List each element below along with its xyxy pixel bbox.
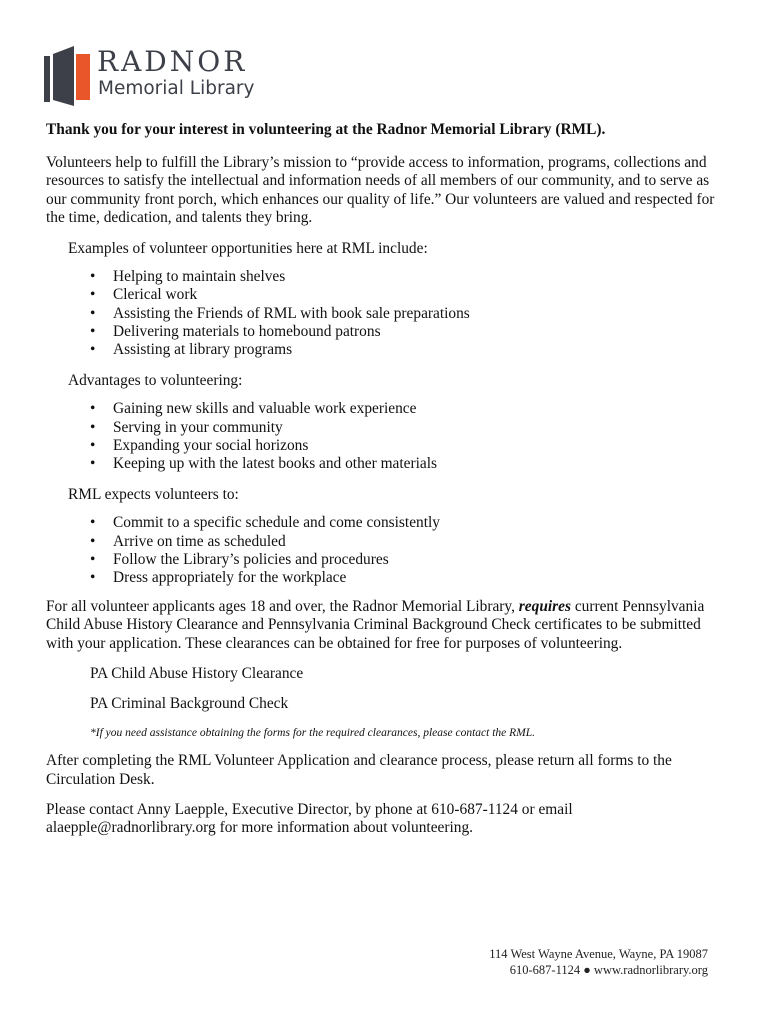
clearances-text-before: For all volunteer applicants ages 18 and over, the Radnor Memorial Library, — [46, 598, 519, 616]
logo-wordmark: RADNOR — [97, 45, 248, 78]
list-item: • Commit to a specific schedule and come consistently — [113, 514, 726, 532]
return-forms-paragraph: After completing the RML Volunteer Application and clearance process, please return all forms to the Circulation Desk. — [46, 752, 672, 788]
expectations-list — [46, 514, 726, 587]
advantages-label: Advantages to volunteering: — [68, 372, 243, 390]
requires-emphasis: requires — [518, 598, 571, 616]
list-item: • Expanding your social horizons — [113, 437, 726, 455]
footer-address: 114 West Wayne Avenue, Wayne, PA 19087 — [489, 947, 708, 961]
assistance-note: *If you need assistance obtaining the forms for the required clearances, please contact the RML. — [90, 727, 536, 740]
contact-paragraph: Please contact Anny Laepple, Executive Director, by phone at 610-687-1124 or email alaepple@radnorlibrary.org for more information about volunteering. — [46, 800, 573, 837]
child-abuse-clearance-link[interactable]: PA Child Abuse History Clearance — [90, 664, 304, 682]
list-item: • Arrive on time as scheduled — [113, 533, 726, 551]
list-item: • Dress appropriately for the workplace — [113, 569, 726, 587]
list-item: • Follow the Library’s policies and procedures — [113, 551, 726, 569]
list-item: • Gaining new skills and valuable work experience — [113, 400, 726, 418]
list-item: • Assisting the Friends of RML with book sale preparations — [113, 305, 726, 323]
list-item: • Serving in your community — [113, 419, 726, 437]
list-item: • Delivering materials to homebound patrons — [113, 323, 726, 341]
clearances-paragraph — [46, 598, 726, 653]
library-logo — [44, 44, 284, 108]
advantages-list — [46, 400, 726, 473]
list-item: • Assisting at library programs — [113, 341, 726, 359]
opportunities-list — [46, 268, 726, 359]
expectations-label: RML expects volunteers to: — [68, 486, 239, 504]
criminal-background-check-link[interactable]: PA Criminal Background Check — [90, 695, 289, 713]
book-logo-icon — [44, 44, 96, 108]
clearances-text-after: current Pennsylvania Child Abuse History Clearance and Pennsylvania Criminal Background Check certificates to be submitted with your application. These clearances can be obtained for free for purposes of volunteering. — [46, 598, 705, 652]
letter-body — [46, 118, 726, 837]
intro-heading: Thank you for your interest in volunteering at the Radnor Memorial Library (RML). — [46, 121, 606, 138]
footer-contact: 610-687-1124 ● www.radnorlibrary.org — [509, 962, 708, 977]
list-item: • Keeping up with the latest books and other materials — [113, 455, 726, 473]
list-item: • Helping to maintain shelves — [113, 268, 726, 286]
footer — [489, 947, 708, 978]
opportunities-label: Examples of volunteer opportunities here at RML include: — [68, 240, 428, 258]
list-item: • Clerical work — [113, 286, 726, 304]
mission-paragraph: Volunteers help to fulfill the Library’s mission to “provide access to information, programs, collections and resources to satisfy the intellectual and information needs of all members of our community, and to serve as our community front porch, which enhances our quality of life.” Our volunteers are valued and respected for the time, dedication, and talents they bring. — [46, 154, 715, 226]
logo-subtitle: Memorial Library — [98, 78, 255, 99]
